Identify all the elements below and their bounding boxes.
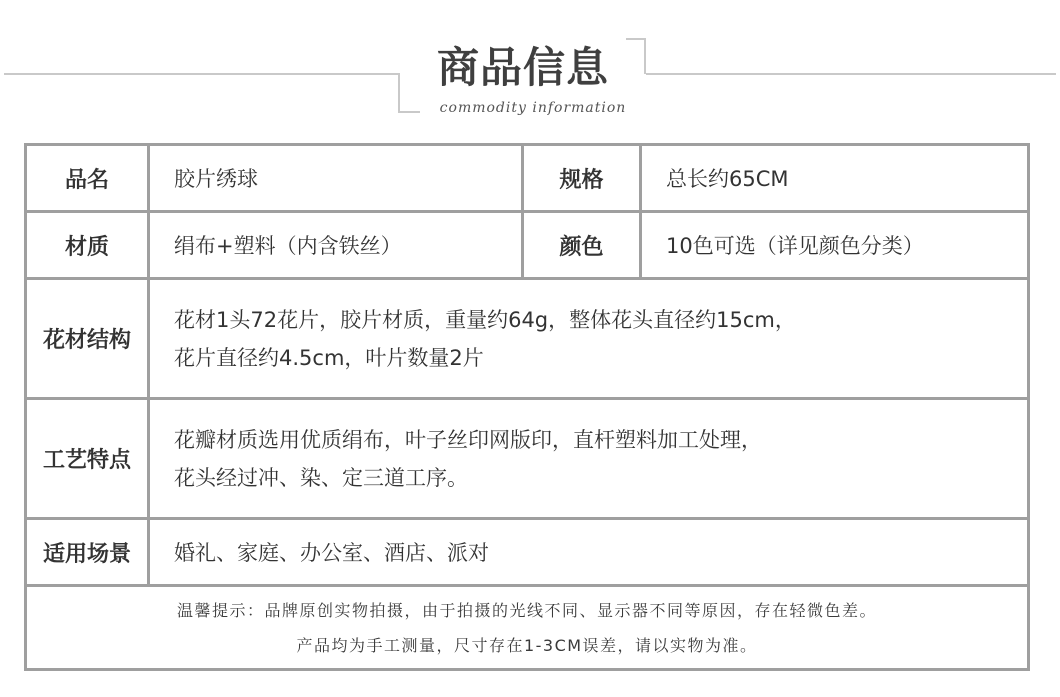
structure-label: 花材结构: [27, 280, 147, 397]
page-title: 商品信息: [436, 43, 609, 92]
usage-value: 婚礼、家庭、办公室、酒店、派对: [150, 520, 1027, 584]
header-rule-right: [646, 73, 1056, 75]
craft-line-2: 花头经过冲、染、定三道工序。: [174, 465, 468, 490]
spec-label: 规格: [524, 146, 639, 210]
color-label: 颜色: [524, 213, 639, 277]
structure-line-2: 花片直径约4.5cm，叶片数量2片: [174, 345, 484, 370]
name-label: 品名: [27, 146, 147, 210]
name-value: 胶片绣球: [150, 146, 521, 210]
product-info-table: [24, 143, 1030, 671]
header-bracket-bottom: [398, 73, 420, 113]
structure-value: [150, 280, 1027, 397]
color-value: 10色可选（详见颜色分类）: [642, 213, 1027, 277]
spec-value: 总长约65CM: [642, 146, 1027, 210]
craft-value: [150, 400, 1027, 517]
header-rule-left: [4, 73, 398, 75]
notice-line-1: 温馨提示：品牌原创实物拍摄，由于拍摄的光线不同、显示器不同等原因，存在轻微色差。: [176, 600, 877, 620]
usage-label: 适用场景: [27, 520, 147, 584]
material-value: 绢布+塑料（内含铁丝）: [150, 213, 521, 277]
structure-line-1: 花材1头72花片，胶片材质，重量约64g，整体花头直径约15cm，: [174, 307, 796, 332]
notice-line-2: 产品均为手工测量，尺寸存在1-3CM误差，请以实物为准。: [296, 635, 758, 655]
craft-label: 工艺特点: [27, 400, 147, 517]
notice-box: [27, 587, 1027, 668]
material-label: 材质: [27, 213, 147, 277]
craft-line-1: 花瓣材质选用优质绢布，叶子丝印网版印，直杆塑料加工处理，: [174, 427, 762, 452]
header-bracket-top: [626, 38, 646, 74]
page-subtitle: commodity information: [439, 100, 627, 116]
